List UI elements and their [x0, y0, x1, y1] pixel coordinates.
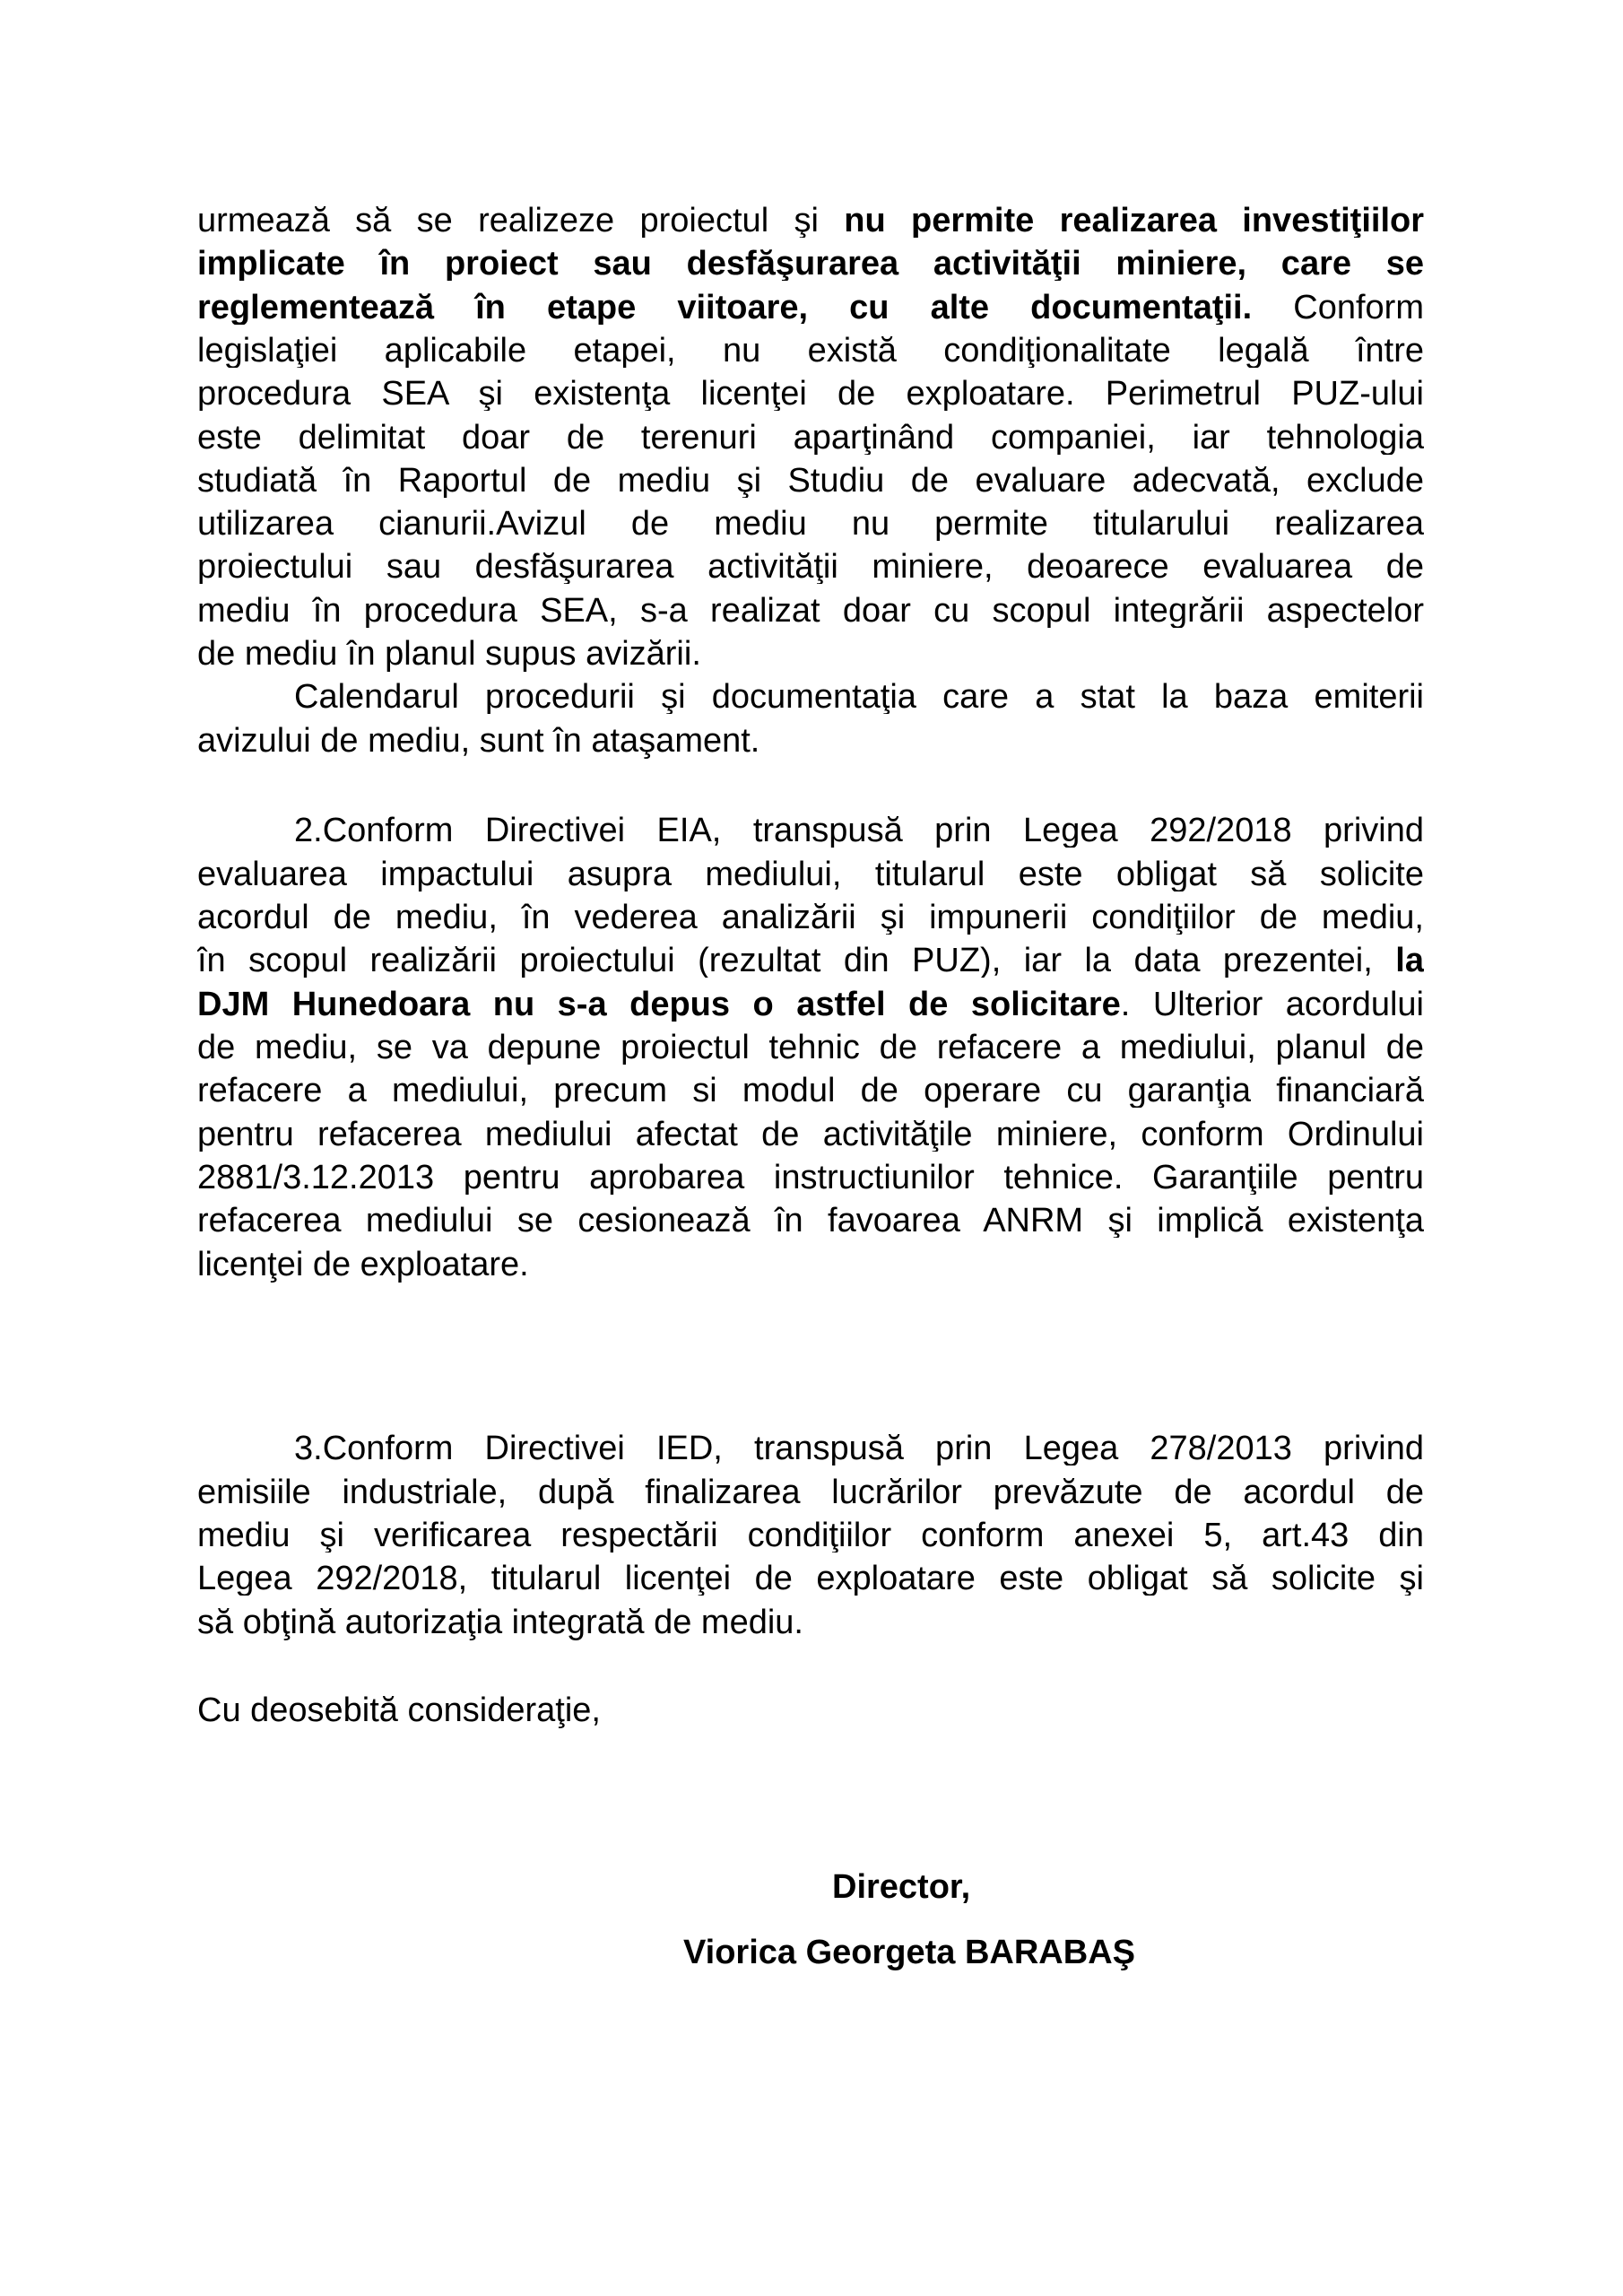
text-line: mediu şi verificarea respectării condiţiilor conform anexei 5, art.43 din — [197, 1518, 1424, 1552]
closing-salutation: Cu deosebită consideraţie, — [197, 1692, 601, 1729]
text-line-bold: implicate în proiect sau desfăşurarea activităţii miniere, care se — [197, 247, 1424, 281]
text-line: studiată în Raportul de mediu şi Studiu de evaluare adecvată, exclude — [197, 464, 1424, 498]
text-line: Legea 292/2018, titularul licenţei de exploatare este obligat să solicite şi — [197, 1561, 1424, 1596]
text-line: 3.Conform Directivei IED, transpusă prin Legea 278/2013 privind — [294, 1431, 1424, 1465]
text-line: acordul de mediu, în vederea analizării şi impunerii condiţiilor de mediu, — [197, 900, 1424, 935]
text-line: urmează să se realizeze proiectul şi nu permite realizarea investiţiilor — [197, 204, 1424, 238]
signature-title: Director, — [832, 1868, 971, 1906]
text-line: 2881/3.12.2013 pentru aprobarea instructiunilor tehnice. Garanţiile pentru — [197, 1161, 1424, 1195]
text-line: refacerea mediului se cesionează în favoarea ANRM şi implică existenţa — [197, 1204, 1424, 1238]
text-line: evaluarea impactului asupra mediului, titularul este obligat să solicite — [197, 857, 1424, 891]
bold-emphasis: DJM Hunedoara nu s-a depus o astfel de solicitare — [197, 987, 1121, 1022]
text-line: emisiile industriale, după finalizarea lucrărilor prevăzute de acordul de — [197, 1475, 1424, 1509]
text-line: în scopul realizării proiectului (rezultat din PUZ), iar la data prezentei, la — [197, 944, 1424, 978]
text-line: procedura SEA şi existenţa licenţei de exploatare. Perimetrul PUZ-ului — [197, 377, 1424, 411]
text-line: utilizarea cianurii.Avizul de mediu nu permite titularului realizarea — [197, 507, 1424, 541]
text-line: să obţină autorizaţia integrată de mediu. — [197, 1604, 803, 1641]
text-line: proiectului sau desfăşurarea activităţii miniere, deoarece evaluarea de — [197, 550, 1424, 584]
text-line: reglementează în etape viitoare, cu alte documentaţii. Conform — [197, 291, 1424, 325]
text-line: legislaţiei aplicabile etapei, nu există condiţionalitate legală între — [197, 334, 1424, 368]
signature-name: Viorica Georgeta BARABAŞ — [683, 1934, 1135, 1971]
bold-emphasis: reglementează în etape viitoare, cu alte documentaţii. — [197, 291, 1253, 325]
bold-emphasis: nu permite realizarea investiţiilor — [844, 204, 1424, 238]
text-line: de mediu în planul supus avizării. — [197, 635, 701, 673]
text-line: avizului de mediu, sunt în ataşament. — [197, 722, 760, 760]
bold-emphasis: la — [1395, 944, 1424, 978]
text-line: mediu în procedura SEA, s-a realizat doar cu scopul integrării aspectelor — [197, 594, 1424, 628]
text-line: este delimitat doar de terenuri aparţinând companiei, iar tehnologia — [197, 421, 1424, 455]
text-line: de mediu, se va depune proiectul tehnic de refacere a mediului, planul de — [197, 1031, 1424, 1065]
text-line: Calendarul procedurii şi documentaţia care a stat la baza emiterii — [294, 680, 1424, 714]
text-line: refacere a mediului, precum si modul de operare cu garanţia financiară — [197, 1074, 1424, 1108]
text-line: DJM Hunedoara nu s-a depus o astfel de solicitare. Ulterior acordului — [197, 987, 1424, 1022]
text-line: pentru refacerea mediului afectat de activităţile miniere, conform Ordinului — [197, 1118, 1424, 1152]
text-line: licenţei de exploatare. — [197, 1246, 529, 1283]
text-line: 2.Conform Directivei EIA, transpusă prin Legea 292/2018 privind — [294, 813, 1424, 848]
